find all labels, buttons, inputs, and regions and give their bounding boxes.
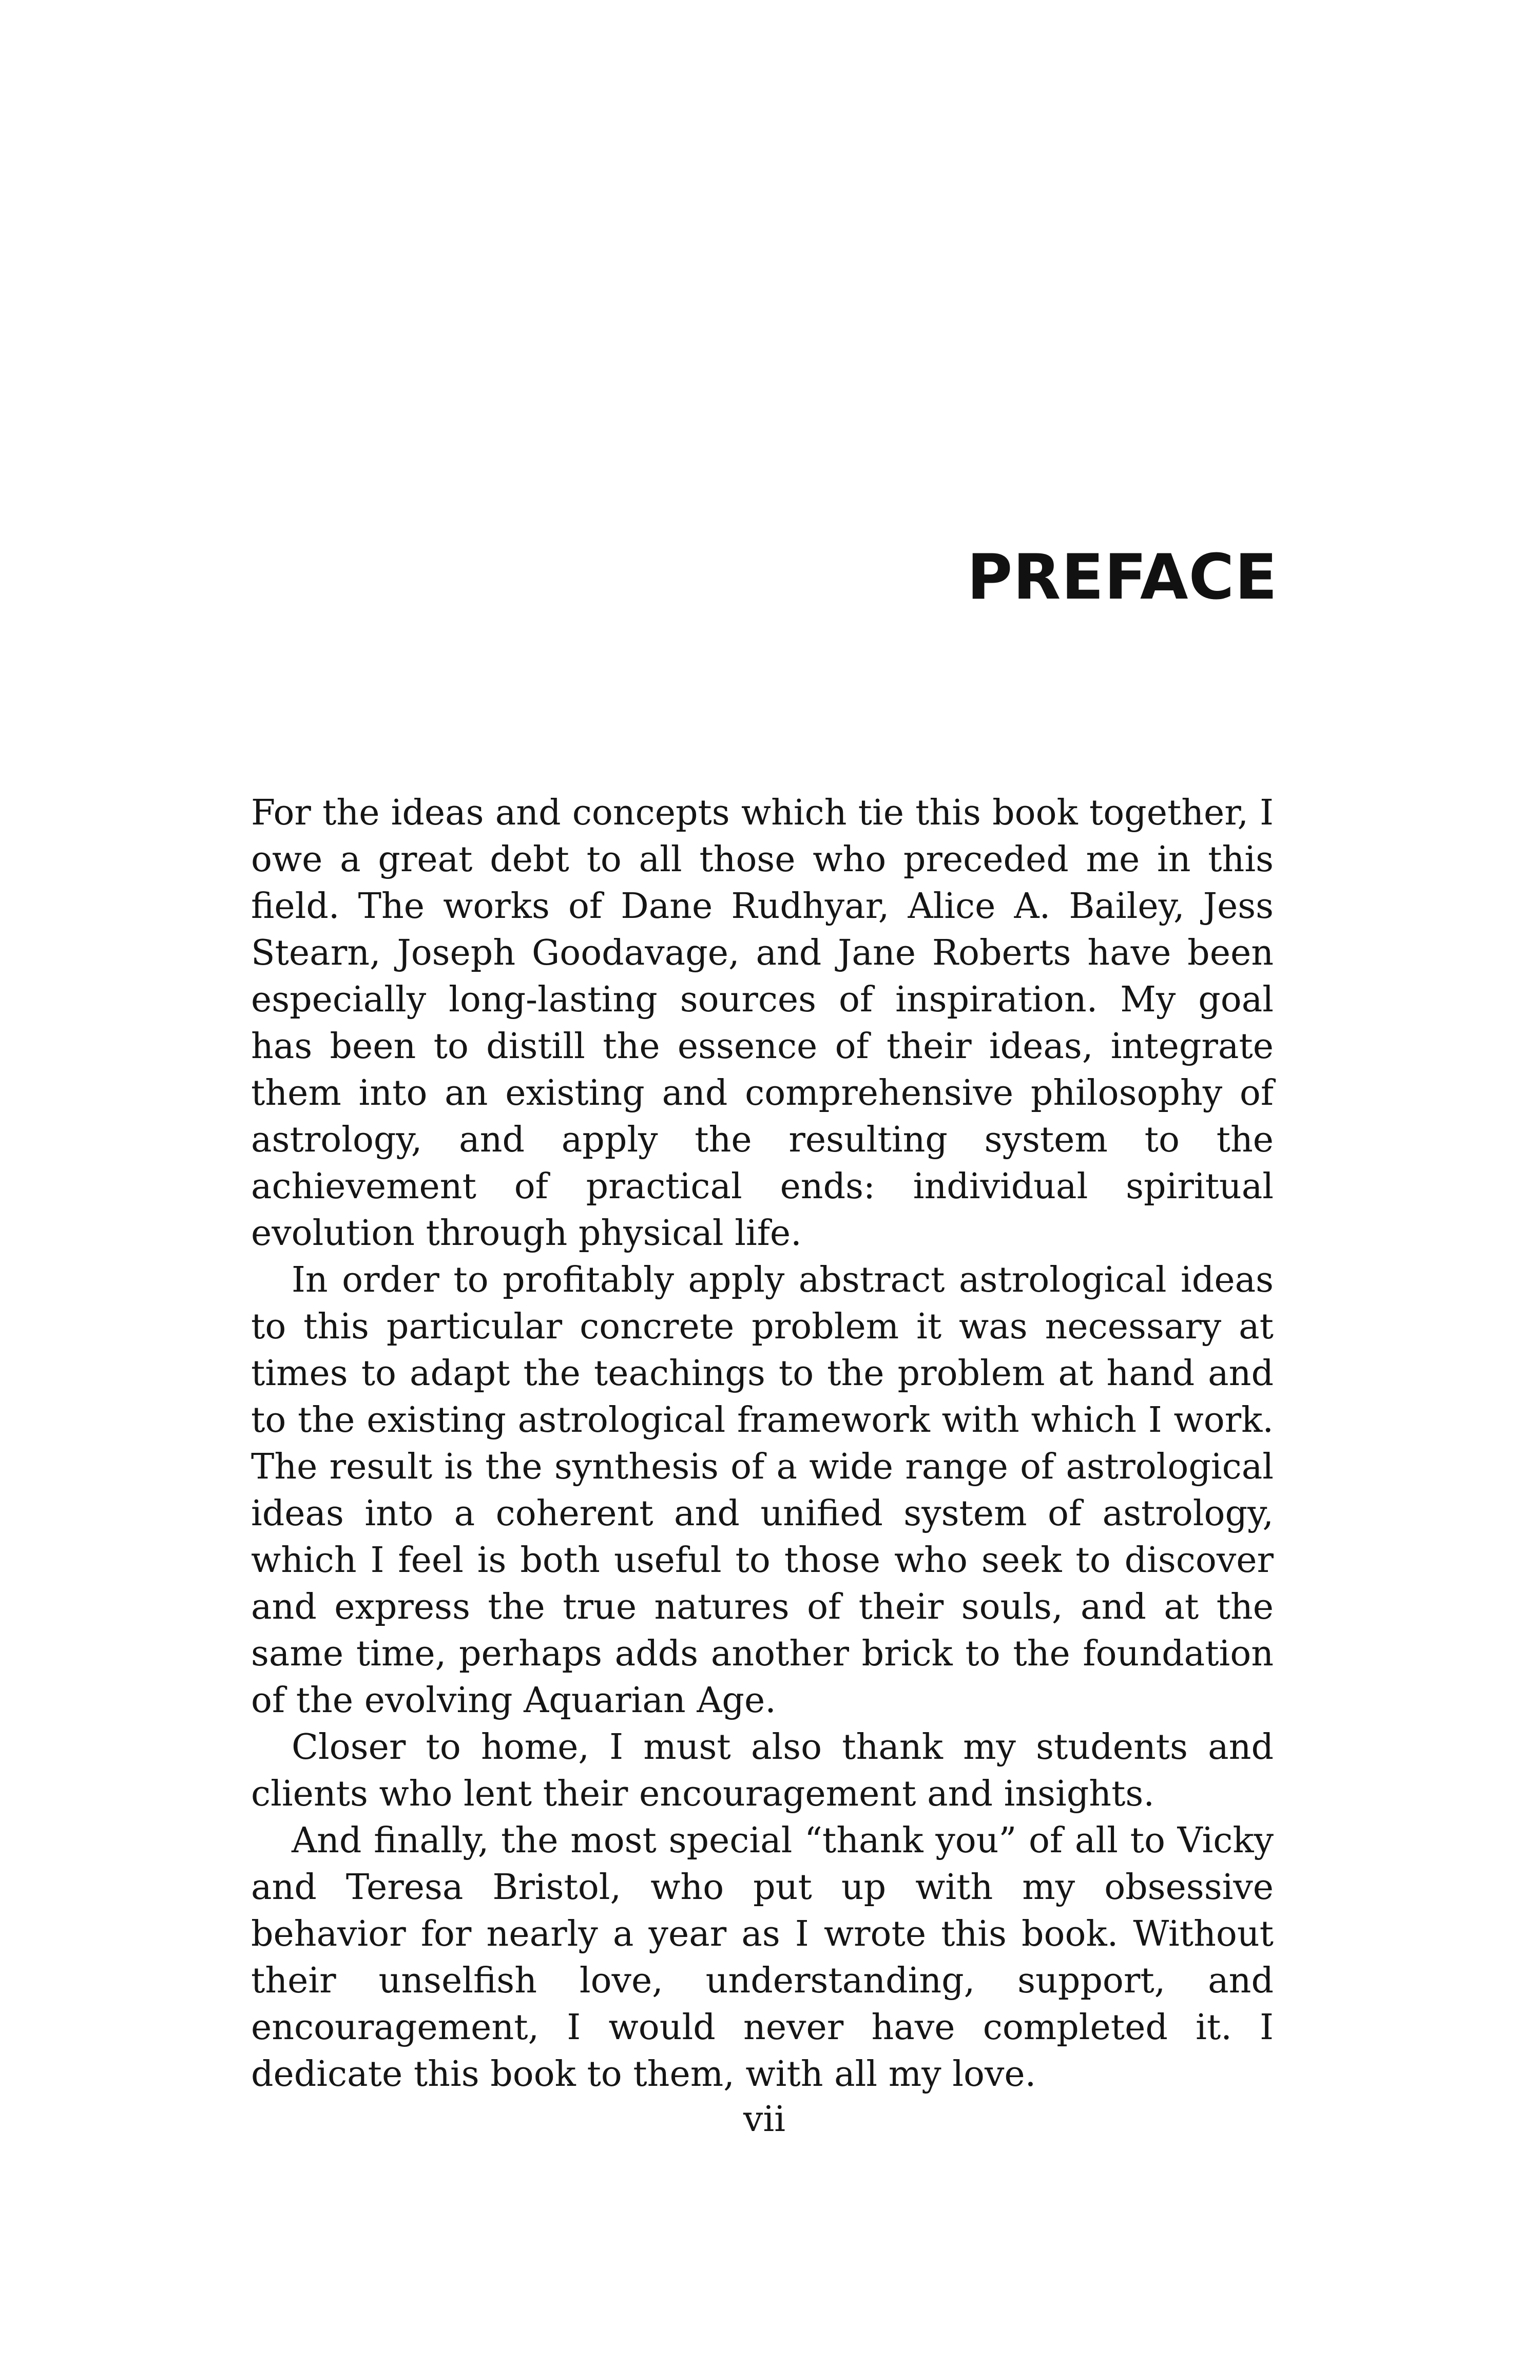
paragraph-4: And finally, the most special “thank you” of all to Vicky and Teresa Bristol, who put up with my obsessive behavior for nearly a year as I wrote this book. Without their unselfish love, understanding, support, and encouragement, I would never have completed it. I dedicate this book to them, with all my love. bbox=[251, 1820, 1274, 2095]
page-number: vii bbox=[743, 2099, 785, 2140]
paragraph-2: In order to profitably apply abstract astrological ideas to this particular concrete problem it was necessary at times to adapt the teachings to the problem at hand and to the existing astrological framework with which I work. The result is the synthesis of a wide range of astrological ideas into a coherent and unified system of astrology, which I feel is both useful to those who seek to discover and express the true natures of their souls, and at the same time, perhaps adds another brick to the foundation of the evolving Aquarian Age. bbox=[251, 1260, 1274, 1721]
paragraph-1: For the ideas and concepts which tie this book together, I owe a great debt to all those who preceded me in this field. The works of Dane Rudhyar, Alice A. Bailey, Jess Stearn, Joseph Goodavage, and Jane Roberts have been especially long-lasting sources of inspiration. My goal has been to distill the essence of their ideas, integrate them into an existing and comprehensive philosophy of astrology, and apply the resulting system to the achievement of practical ends: individual spiritual evolution through physical life. bbox=[251, 793, 1274, 1254]
preface-body bbox=[251, 790, 1274, 2098]
paragraph-3: Closer to home, I must also thank my students and clients who lent their encouragement and insights. bbox=[251, 1727, 1274, 1814]
page-title: PREFACE bbox=[967, 541, 1278, 613]
